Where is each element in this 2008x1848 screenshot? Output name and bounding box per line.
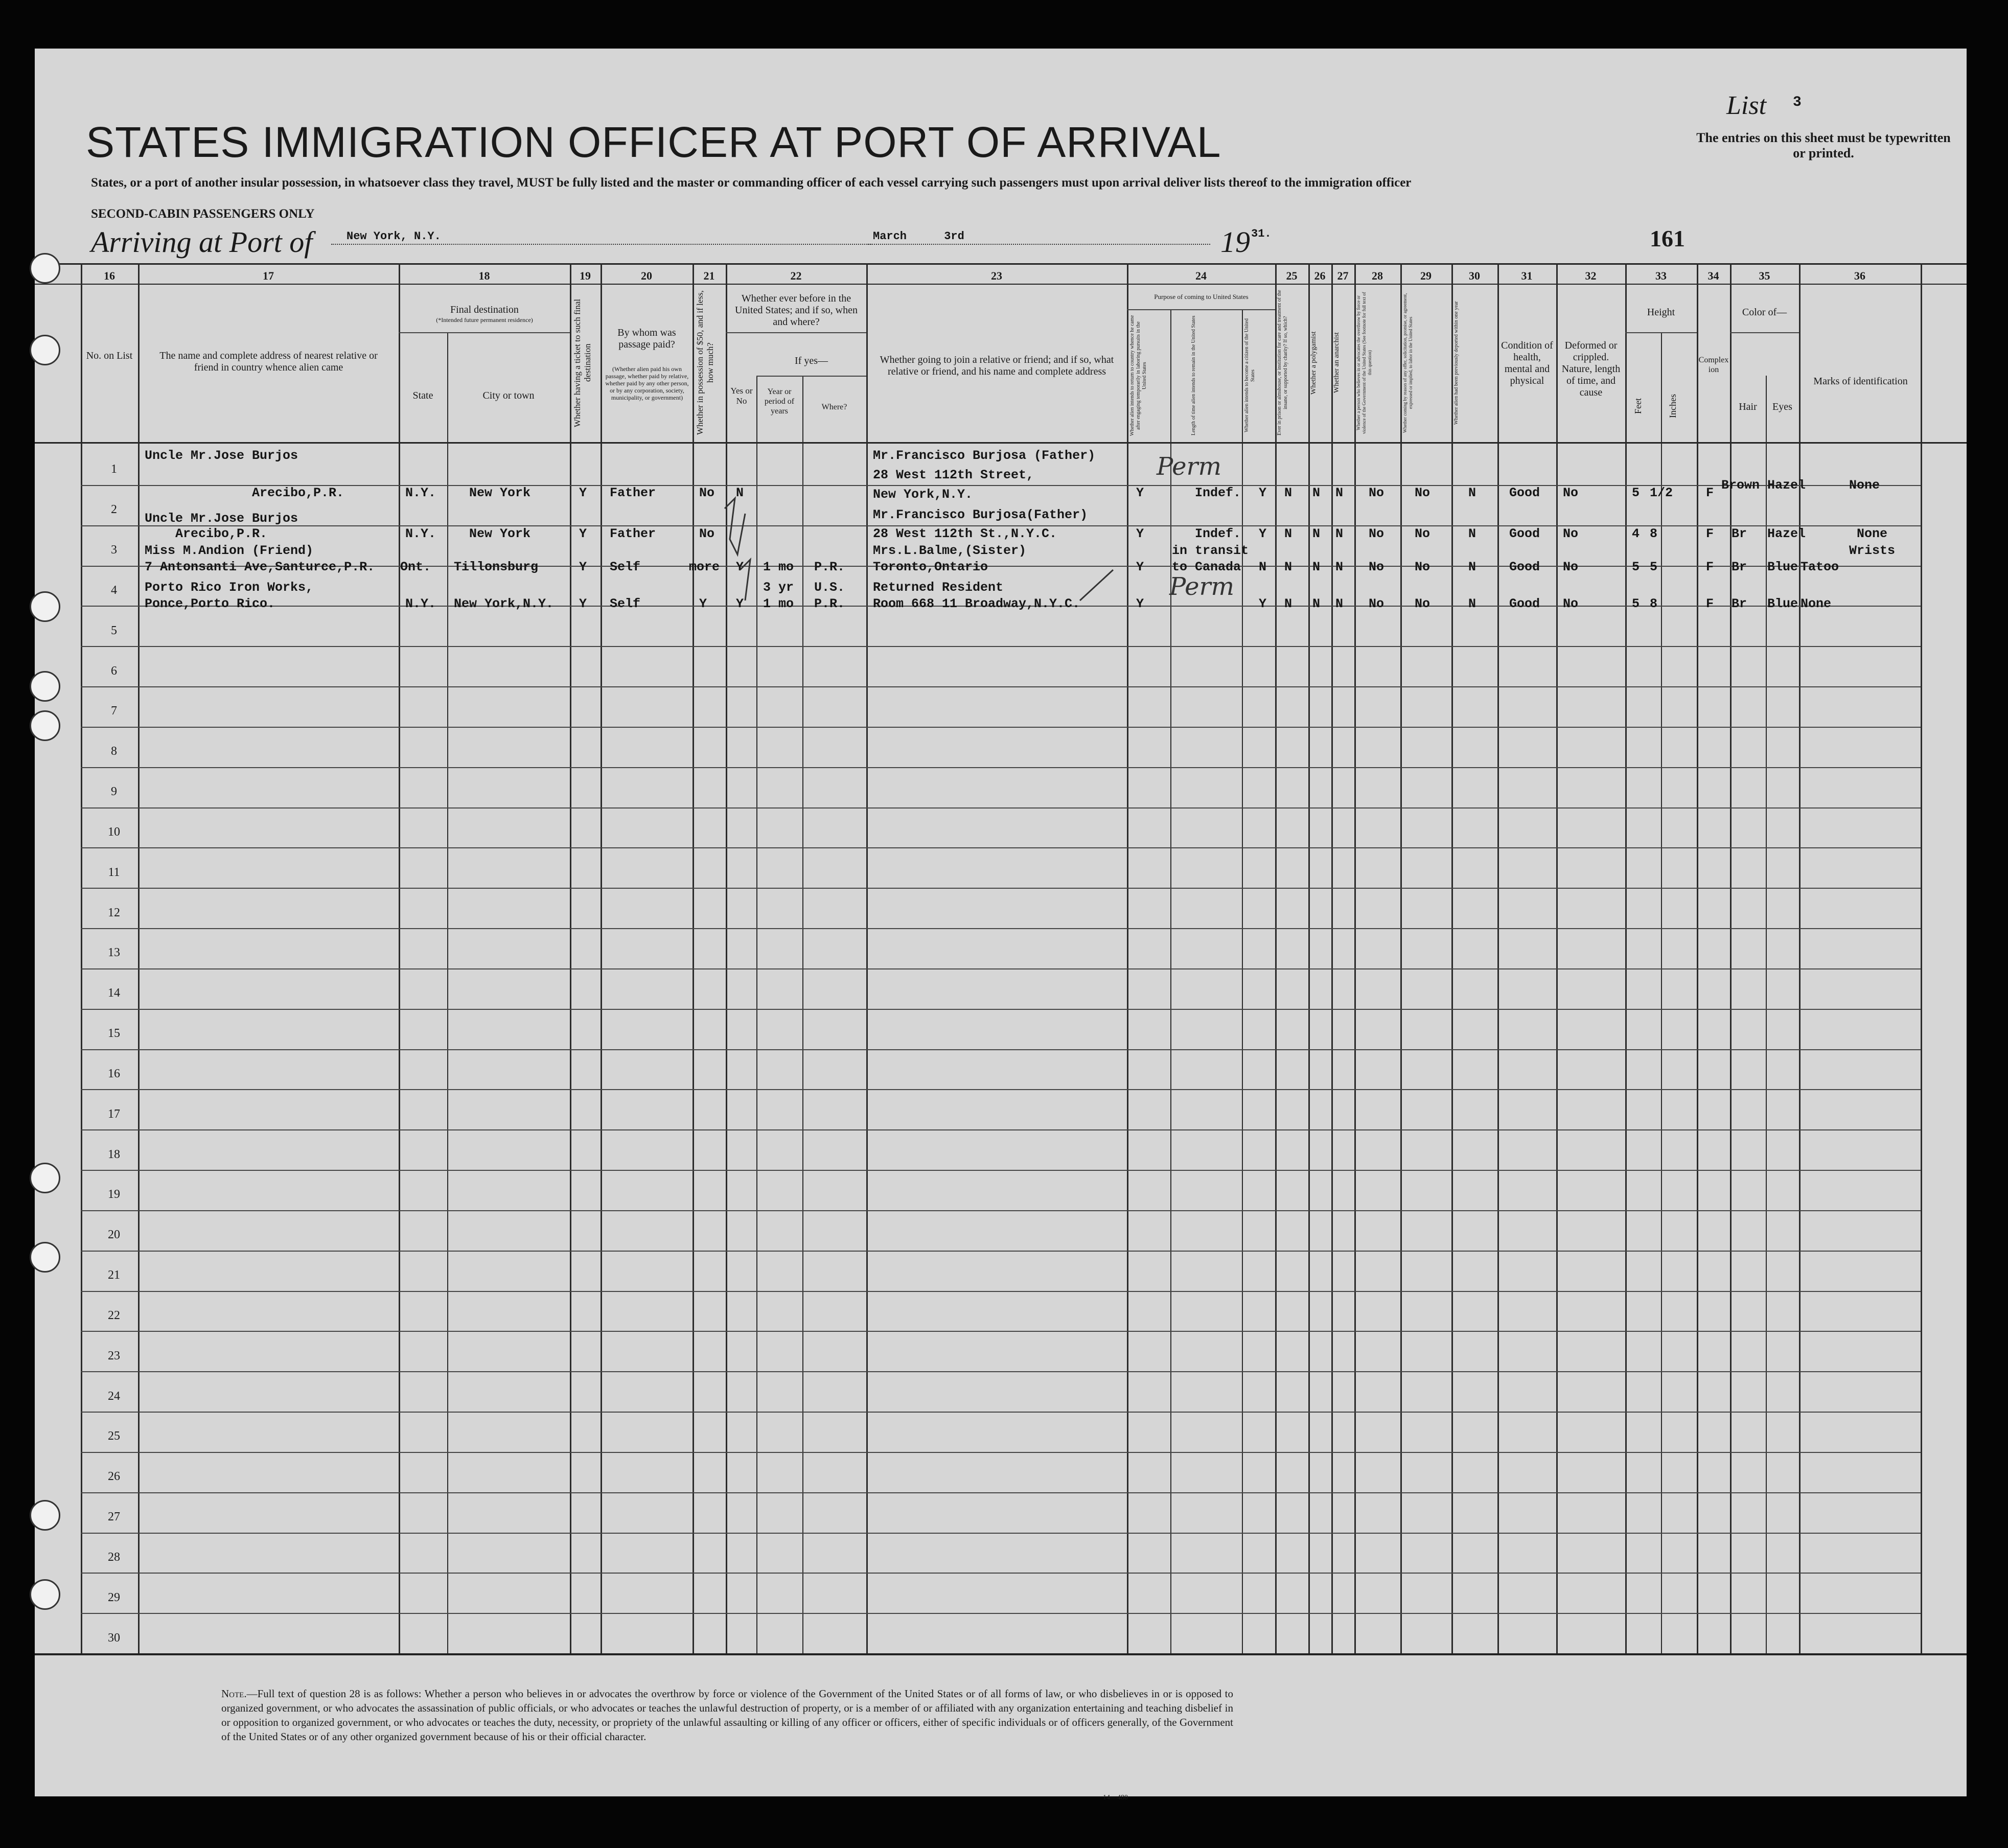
entry-2-joining-line2: 28 West 112th St.,N.Y.C. (873, 526, 1057, 541)
entry-4-hair: Br (1732, 596, 1747, 611)
entry-2-feet: 4 (1632, 526, 1640, 541)
form-subtitle: States, or a port of another insular possession, in whatsoever class they travel, MUST be fully listed and the master or commanding officer of each vessel carrying such passengers must upon arrival deliver lists thereof to the immigration officer (91, 176, 1412, 190)
entry-4-deformed: No (1563, 596, 1579, 611)
entry-1-c30: N (1468, 486, 1476, 500)
entry-3-c26: N (1312, 560, 1321, 574)
entry-3-hair: Br (1732, 560, 1747, 574)
entry-4-health: Good (1509, 596, 1540, 611)
entry-2-complexion: F (1706, 526, 1714, 541)
entry-3-ticket: Y (579, 560, 587, 574)
entry-4-ticket: Y (579, 596, 587, 611)
entry-4-paid-by: Self (610, 596, 641, 611)
handwritten-perm-4: Perm (1169, 572, 1235, 601)
entry-2-inches: 8 (1650, 526, 1658, 541)
entry-1-health: Good (1509, 486, 1540, 500)
entry-1-c27: N (1335, 486, 1344, 500)
entry-3-joining-line2: Toronto,Ontario (873, 560, 988, 574)
row-number: 20 (108, 1228, 120, 1241)
entry-1-joining-line2: 28 West 112th Street, (873, 468, 1034, 482)
row-number: 29 (108, 1591, 120, 1604)
entry-3-relative-address: 7 Antonsanti Ave,Santurce,P.R. (145, 560, 375, 574)
header-where: Where? (821, 403, 847, 411)
entry-4-joining-line2: Room 668 11 Broadway,N.Y.C. (873, 596, 1080, 611)
header-color-of: Color of— (1742, 307, 1787, 318)
entry-2-marks: None (1857, 526, 1888, 541)
entry-3-city: Tillonsburg (454, 560, 539, 574)
entry-2-deformed: No (1563, 526, 1579, 541)
col-num-20: 20 (641, 269, 652, 282)
row-number: 11 (108, 866, 120, 879)
entry-1-citizen: Y (1259, 486, 1267, 500)
header-feet: Feet (1633, 398, 1643, 414)
row-number: 9 (111, 785, 117, 798)
row-line (81, 888, 1921, 889)
passenger-class: SECOND-CABIN PASSENGERS ONLY (91, 207, 315, 221)
row-line (81, 1573, 1921, 1574)
row-line (81, 1089, 1921, 1090)
row-number: 2 (111, 503, 117, 516)
col-num-31: 31 (1521, 269, 1533, 282)
row-number: 13 (108, 946, 120, 959)
row-line (81, 767, 1921, 768)
header-height: Height (1647, 307, 1675, 318)
entry-3-state: Ont. (400, 560, 431, 574)
entry-2-c28: No (1369, 526, 1384, 541)
entry-1-return: Y (1136, 486, 1144, 500)
header-health: Condition of health, mental and physical (1501, 340, 1553, 386)
row-number: 21 (108, 1268, 120, 1282)
entry-3-c28: No (1369, 560, 1384, 574)
entry-3-c29: No (1415, 560, 1430, 574)
row-number: 14 (108, 986, 120, 1000)
row-line (81, 1009, 1921, 1010)
entry-2-c27: N (1335, 526, 1344, 541)
entry-3-complexion: F (1706, 560, 1714, 574)
row-number: 5 (111, 624, 117, 637)
entry-4-c26: N (1312, 596, 1321, 611)
binder-hole (30, 710, 60, 741)
list-label: List (1726, 91, 1767, 120)
entry-1-joining-line1: Mr.Francisco Burjosa (Father) (873, 448, 1096, 463)
handwritten-check-mark (1077, 565, 1118, 606)
row-line (81, 807, 1921, 808)
entry-2-city: New York (469, 526, 531, 541)
entry-1-paid-by: Father (610, 486, 656, 500)
header-ever-before: Whether ever before in the United States; and if so, when and where? (735, 293, 858, 328)
entry-1-deformed: No (1563, 486, 1579, 500)
row-number: 17 (108, 1107, 120, 1121)
col-num-21: 21 (703, 269, 715, 282)
entry-1-hair: Brown (1721, 478, 1760, 493)
row-line (81, 1170, 1921, 1171)
entry-3-before: Y (736, 560, 744, 574)
row-line (81, 1210, 1921, 1211)
entry-2-return: Y (1136, 526, 1144, 541)
row-number: 15 (108, 1027, 120, 1040)
typewritten-instruction: The entries on this sheet must be typewritten or printed. (1696, 130, 1951, 160)
entry-1-c29: No (1415, 486, 1430, 500)
entry-4-c30: N (1468, 596, 1476, 611)
entry-3-relative-name: Miss M.Andion (Friend) (145, 543, 314, 558)
arrival-date: March 3rd (873, 230, 964, 243)
entry-1-eyes: Hazel (1767, 478, 1806, 493)
page-title: STATES IMMIGRATION OFFICER AT PORT OF ARRIVAL (86, 118, 1221, 166)
row-line (81, 1613, 1921, 1614)
entry-2-joining-line1: Mr.Francisco Burjosa(Father) (873, 507, 1088, 522)
row-line (81, 928, 1921, 929)
footnote-lead: Note. (221, 1688, 247, 1700)
row-number: 26 (108, 1470, 120, 1483)
entry-1-c26: N (1312, 486, 1321, 500)
binder-hole (30, 1579, 60, 1610)
row-number: 27 (108, 1510, 120, 1523)
col-num-16: 16 (104, 269, 115, 282)
entry-4-inches: 8 (1650, 596, 1658, 611)
manifest-sheet (35, 49, 1967, 1801)
col-num-22: 22 (790, 269, 802, 282)
header-ticket: Whether having a ticket to such final destination (572, 298, 592, 427)
col-num-19: 19 (580, 269, 591, 282)
entry-3-c25: N (1284, 560, 1292, 574)
binder-hole (30, 591, 60, 622)
entry-1-ticket: Y (579, 486, 587, 500)
binder-hole (30, 335, 60, 365)
entry-4-relative-name: Porto Rico Iron Works, (145, 580, 314, 595)
header-prison-almshouse: Ever in prison or almshouse, or institution for care and treatment of the insane, or supported by charity? If so, which? (1277, 290, 1288, 436)
entry-4-period: 1 mo (763, 596, 794, 611)
row-line (81, 1129, 1921, 1130)
entry-1-marks: None (1849, 478, 1880, 493)
entry-4-state: N.Y. (405, 596, 436, 611)
row-number: 4 (111, 584, 117, 597)
header-passage-paid: By whom was passage paid? (617, 327, 676, 350)
entry-3-c30: N (1468, 560, 1476, 574)
row-number: 22 (108, 1309, 120, 1322)
entry-3-period: 1 mo (763, 560, 794, 574)
header-final-destination: Final destination (450, 304, 519, 315)
row-number: 30 (108, 1631, 120, 1645)
entry-1-state: N.Y. (405, 486, 436, 500)
col-num-30: 30 (1469, 269, 1480, 282)
entry-4-eyes: Blue (1767, 596, 1798, 611)
header-deformed: Deformed or crippled. Nature, length of time, and cause (1561, 340, 1621, 398)
entry-3-where: P.R. (814, 560, 845, 574)
row-number: 10 (108, 825, 120, 839)
entry-2-citizen: Y (1259, 526, 1267, 541)
row-line (81, 847, 1921, 848)
col-num-33: 33 (1655, 269, 1667, 282)
header-nearest-relative: The name and complete address of nearest relative or friend in country whence alien came (159, 350, 378, 373)
entry-4-before: Y (736, 596, 744, 611)
header-final-destination-note: (*Intended future permanent residence) (436, 316, 533, 324)
entry-3-marks: Wrists (1849, 543, 1896, 558)
row-number: 7 (111, 704, 117, 718)
header-overthrow: Whether a person who believes in or advocates the overthrow by force or violence of the Government of the United States (See footnote for full text of this question) (1356, 292, 1372, 434)
row-line (81, 968, 1921, 969)
handwritten-perm-1: Perm (1157, 452, 1222, 481)
entry-2-length: Indef. (1195, 526, 1241, 541)
header-city: City or town (482, 390, 535, 401)
header-deported: Whether alien had been previously deported within one year (1453, 301, 1459, 425)
col-num-36: 36 (1854, 269, 1865, 282)
footnote-text: —Full text of question 28 is as follows: Whether a person who believes in or advocates the overthrow by force or violence of the Government of the United States or of all forms of law, or who disbelieves in or is opposed to organized government, or who advocates the assassination of public officials, or who advocates or teaches the unlawful destruction of property, or is a member of or affiliated with any organization entertaining and teaching disbelief in or opposition to organized government, or who advocates or teaches the duty, necessity, or propriety of the unlawful assaulting or killing of any officer or officers, either of specific individuals or of officers generally, of the Government of the United States or of any other organized government because of his or their official character. (221, 1688, 1233, 1743)
entry-2-c29: No (1415, 526, 1430, 541)
entry-2-state: N.Y. (405, 526, 436, 541)
entry-4-marks: None (1801, 596, 1832, 611)
header-length-of-stay: Length of time alien intends to remain in the United States (1191, 315, 1196, 436)
header-if-yes: If yes— (795, 355, 828, 366)
entry-3-deformed: No (1563, 560, 1579, 574)
entry-2-relative-address: Arecibo,P.R. (175, 526, 268, 541)
entry-4-period-a: 3 yr (763, 580, 794, 595)
entry-2-c26: N (1312, 526, 1321, 541)
header-inches: Inches (1668, 394, 1678, 419)
entry-4-where: P.R. (814, 596, 845, 611)
row-line (81, 1251, 1921, 1252)
col-num-32: 32 (1585, 269, 1597, 282)
col-num-26: 26 (1314, 269, 1326, 282)
row-line (81, 1492, 1921, 1493)
entry-3-fifty: more (689, 560, 720, 574)
col-num-24: 24 (1195, 269, 1207, 282)
year-prefix: 19 (1220, 225, 1250, 259)
entry-3-inches: 5 (1650, 560, 1658, 574)
entry-1-before: N (736, 486, 744, 500)
entry-1-complexion: F (1706, 486, 1714, 500)
row-number: 28 (108, 1551, 120, 1564)
entry-2-ticket: Y (579, 526, 587, 541)
entry-4-fifty: Y (699, 596, 707, 611)
entry-3-joining-line1: Mrs.L.Balme,(Sister) (873, 543, 1027, 558)
header-eyes: Eyes (1772, 401, 1792, 412)
header-purpose: Purpose of coming to United States (1154, 293, 1249, 301)
entry-2-c25: N (1284, 526, 1292, 541)
row-number: 3 (111, 543, 117, 557)
col-num-34: 34 (1707, 269, 1719, 282)
entry-4-where-a: U.S. (814, 580, 845, 595)
col-num-35: 35 (1759, 269, 1770, 282)
row-number: 18 (108, 1148, 120, 1161)
footnote (221, 1687, 1233, 1744)
row-line (81, 1452, 1921, 1453)
header-yes-no: Yes or No (730, 386, 753, 406)
entry-4-relative-address: Ponce,Porto Rico. (145, 596, 275, 611)
row-number: 19 (108, 1188, 120, 1201)
header-state: State (412, 390, 433, 401)
entry-1-fifty: No (699, 486, 715, 500)
entry-4-feet: 5 (1632, 596, 1640, 611)
row-line (81, 646, 1921, 647)
list-number: 3 (1793, 95, 1802, 110)
header-passage-paid-note: (Whether alien paid his own passage, whether paid by relative, whether paid by any other person, or by any corporation, society, municipality, or government) (605, 365, 689, 401)
row-line (81, 1331, 1921, 1332)
col-num-28: 28 (1372, 269, 1383, 282)
row-line (81, 727, 1921, 728)
entry-1-relative-name: Uncle Mr.Jose Burjos (145, 448, 298, 463)
port-of-arrival: New York, N.Y. (347, 230, 441, 243)
entry-2-health: Good (1509, 526, 1540, 541)
entry-4-joining-line1: Returned Resident (873, 580, 1004, 595)
entry-4-city: New York,N.Y. (454, 596, 554, 611)
col-num-27: 27 (1337, 269, 1349, 282)
header-polygamist: Whether a polygamist (1310, 331, 1318, 395)
entry-3-citizen: N (1259, 560, 1267, 574)
binder-hole (30, 253, 60, 284)
entry-2-relative-name: Uncle Mr.Jose Burjos (145, 511, 298, 526)
entry-3-length: in transit (1172, 543, 1249, 558)
header-joining-relative: Whether going to join a relative or friend; and if so, what relative or friend, and his name and complete address (880, 354, 1114, 377)
col-num-18: 18 (478, 269, 490, 282)
entry-3-c27: N (1335, 560, 1344, 574)
entry-2-paid-by: Father (610, 526, 656, 541)
entry-4-citizen: Y (1259, 596, 1267, 611)
row-line (81, 686, 1921, 687)
entry-2-c30: N (1468, 526, 1476, 541)
entry-2-eyes: Hazel (1767, 526, 1806, 541)
entry-3-marks2: Tatoo (1801, 560, 1839, 574)
entry-4-c27: N (1335, 596, 1344, 611)
header-marks: Marks of identification (1813, 376, 1908, 387)
handwritten-check-marks (714, 478, 776, 611)
form-code: 14—480 (1103, 1794, 1128, 1801)
header-complexion: Complexion (1698, 356, 1729, 374)
header-fifty-dollars: Whether in possession of $50, and if less, how much? (695, 290, 715, 435)
entry-1-inches: 1/2 (1650, 486, 1673, 500)
row-line (81, 1371, 1921, 1372)
row-number: 1 (111, 463, 117, 476)
year-suffix: 31. (1251, 227, 1272, 240)
row-line (81, 1291, 1921, 1292)
entry-1-feet: 5 (1632, 486, 1640, 500)
row-line (81, 485, 1921, 486)
entry-3-eyes: Blue (1767, 560, 1798, 574)
header-intends-return: Whether alien intends to return to country whence he came after engaging temporarily in laboring pursuits in the United States (1129, 315, 1147, 436)
entry-3-health: Good (1509, 560, 1540, 574)
page-number: 161 (1650, 225, 1685, 251)
entry-4-complexion: F (1706, 596, 1714, 611)
col-num-17: 17 (263, 269, 274, 282)
header-anarchist: Whether an anarchist (1333, 332, 1341, 394)
entry-3-paid-by: Self (610, 560, 641, 574)
row-number: 8 (111, 745, 117, 758)
entry-1-c28: No (1369, 486, 1384, 500)
row-line (81, 1412, 1921, 1413)
header-period: Year or period of years (764, 387, 795, 415)
entry-1-joining-line3: New York,N.Y. (873, 487, 973, 502)
header-labor-offer: Whether coming by reason of any offer, solicitation, promise, or agreement, expressed or implied, to labor in the United States (1402, 293, 1413, 433)
row-line (81, 1049, 1921, 1050)
row-number: 12 (108, 906, 120, 919)
binder-hole (30, 1500, 60, 1531)
entry-4-c29: No (1415, 596, 1430, 611)
entry-4-c28: No (1369, 596, 1384, 611)
header-become-citizen: Whether alien intends to become a citizen of the United States (1244, 318, 1256, 433)
binder-hole (30, 1163, 60, 1193)
entry-1-length: Indef. (1195, 486, 1241, 500)
row-number: 24 (108, 1390, 120, 1403)
binder-hole (30, 671, 60, 702)
entry-3-return: Y (1136, 560, 1144, 574)
row-number: 6 (111, 664, 117, 678)
binder-hole (30, 1242, 60, 1273)
col-num-23: 23 (991, 269, 1002, 282)
entry-1-c25: N (1284, 486, 1292, 500)
col-num-29: 29 (1420, 269, 1432, 282)
entry-1-city: New York (469, 486, 531, 500)
entry-1-relative-address: Arecibo,P.R. (252, 486, 344, 500)
row-line (81, 1533, 1921, 1534)
entry-2-hair: Br (1732, 526, 1747, 541)
entry-2-fifty: No (699, 526, 715, 541)
row-number: 25 (108, 1429, 120, 1443)
entry-4-c25: N (1284, 596, 1292, 611)
entry-3-feet: 5 (1632, 560, 1640, 574)
arriving-label: Arriving at Port of (91, 225, 313, 259)
row-number: 16 (108, 1067, 120, 1080)
row-number: 23 (108, 1349, 120, 1362)
header-no-on-list: No. on List (86, 350, 133, 361)
header-hair: Hair (1739, 401, 1757, 412)
entry-4-return: Y (1136, 596, 1144, 611)
col-num-25: 25 (1286, 269, 1298, 282)
entry-3-length2: to Canada (1172, 560, 1241, 574)
